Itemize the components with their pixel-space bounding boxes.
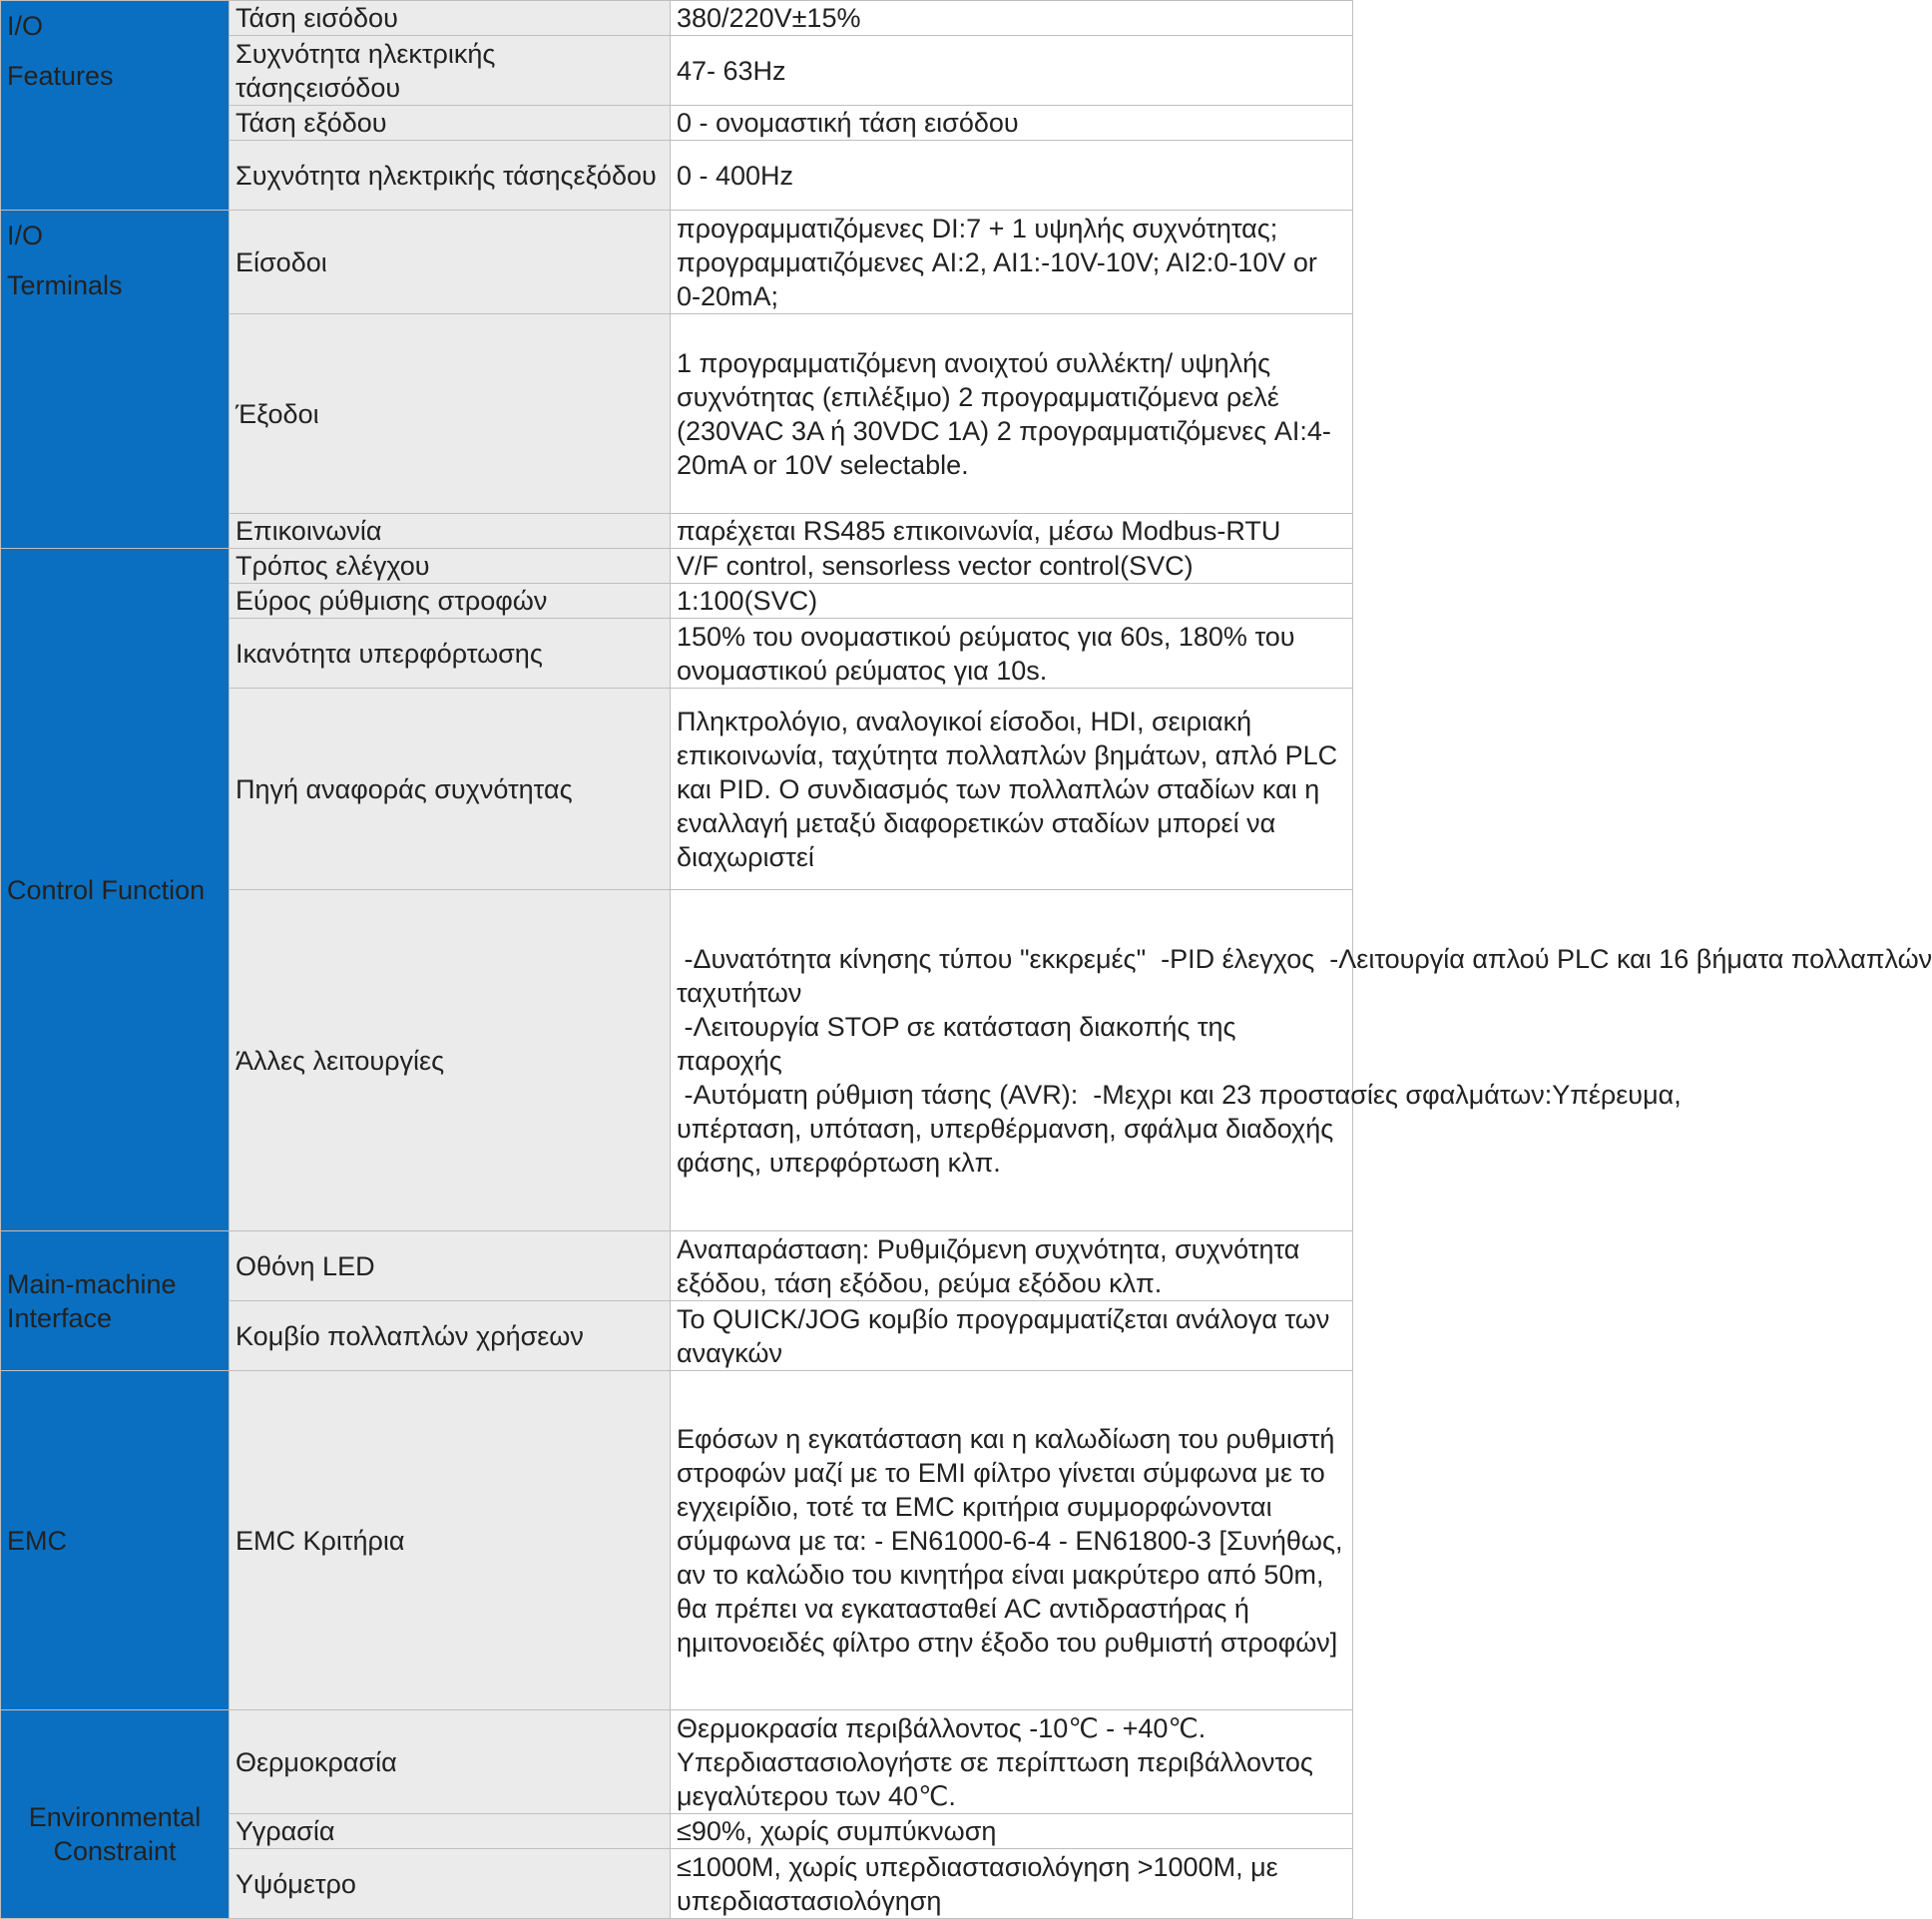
row-label: Επικοινωνία (230, 514, 671, 549)
row-value: 0 - ονομαστική τάση εισόδου (671, 106, 1353, 141)
row-label: Άλλες λειτουργίες (230, 890, 671, 1231)
row-label: Ικανότητα υπερφόρτωσης (230, 619, 671, 689)
row-value: ≤1000M, χωρίς υπερδιαστασιολόγηση >1000M, με υπερδιαστασιολόγηση (671, 1849, 1353, 1919)
row-label: Τρόπος ελέγχου (230, 549, 671, 584)
row-label: Συχνότητα ηλεκτρικής τάσηςεξόδου (230, 141, 671, 211)
row-label: Υψόμετρο (230, 1849, 671, 1919)
table-row (1, 1, 1353, 36)
table-row (1, 1371, 1353, 1710)
row-label: Κομβίο πολλαπλών χρήσεων (230, 1301, 671, 1371)
row-value: Θερμοκρασία περιβάλλοντος -10℃ - +40℃. Υπερδιαστασιολογήστε σε περίπτωση περιβάλλοντος μεγαλύτερου των 40℃. (671, 1710, 1353, 1814)
category-io-features: I/O Features (1, 1, 230, 211)
row-value: 0 - 400Hz (671, 141, 1353, 211)
table-row (1, 211, 1353, 314)
category-io-terminals: I/O Terminals (1, 211, 230, 549)
row-value: -Δυνατότητα κίνησης τύπου "εκκρεμές" -PID έλεγχος -Λειτουργία απλού PLC και 16 βήματα πολλαπλών ταχυτήτων -Λειτουργία STOP σε κατάσταση διακοπής της παροχής -Αυτόματη ρύθμιση τάσης (AVR): -Μεχρι και 23 προστασίες σφαλμάτων:Υπέρευμα, υπέρταση, υπόταση, υπερθέρμανση, σφάλμα διαδοχής φάσης, υπερφόρτωση κλπ. (671, 890, 1353, 1231)
row-value: ≤90%, χωρίς συμπύκνωση (671, 1814, 1353, 1849)
row-value: παρέχεται RS485 επικοινωνία, μέσω Modbus-RTU (671, 514, 1353, 549)
row-value: Το QUICK/JOG κομβίο προγραμματίζεται ανάλογα των αναγκών (671, 1301, 1353, 1371)
row-value: V/F control, sensorless vector control(SVC) (671, 549, 1353, 584)
row-label: Τάση εισόδου (230, 1, 671, 36)
row-label: Θερμοκρασία (230, 1710, 671, 1814)
category-main-machine-interface: Main-machine Interface (1, 1231, 230, 1371)
row-label: EMC Κριτήρια (230, 1371, 671, 1710)
row-label: Είσοδοι (230, 211, 671, 314)
row-label: Συχνότητα ηλεκτρικής τάσηςεισόδου (230, 36, 671, 106)
row-value: Πληκτρολόγιο, αναλογικοί είσοδοι, HDI, σειριακή επικοινωνία, ταχύτητα πολλαπλών βημάτων, απλό PLC και PID. Ο συνδιασμός των πολλαπλών σταδίων και η εναλλαγή μεταξύ διαφορετικών σταδίων μπορεί να διαχωριστεί (671, 689, 1353, 890)
row-label: Τάση εξόδου (230, 106, 671, 141)
row-value: 1 προγραμματιζόμενη ανοιχτού συλλέκτη/ υψηλής συχνότητας (επιλέξιμο) 2 προγραμματιζόμενα ρελέ (230VAC 3A ή 30VDC 1A) 2 προγραμματιζόμενες AI:4-20mA or 10V selectable. (671, 314, 1353, 514)
row-value: Εφόσων η εγκατάσταση και η καλωδίωση του ρυθμιστή στροφών μαζί με το EMI φίλτρο γίνεται σύμφωνα με το εγχειρίδιο, τοτέ τα EMC κριτήρια συμμορφώνονται σύμφωνα με τα: - EN61000-6-4 - EN61800-3 [Συνήθως, αν το καλώδιο του κινητήρα είναι μακρύτερο από 50m, θα πρέπει να εγκατασταθεί AC αντιδραστήρας ή ημιτονοειδές φίλτρο στην έξοδο του ρυθμιστή στροφών] (671, 1371, 1353, 1710)
row-value: 150% του ονομαστικού ρεύματος για 60s, 180% του ονομαστικού ρεύματος για 10s. (671, 619, 1353, 689)
row-label: Πηγή αναφοράς συχνότητας (230, 689, 671, 890)
row-value: 47- 63Hz (671, 36, 1353, 106)
category-emc: EMC (1, 1371, 230, 1710)
row-value: προγραμματιζόμενες DI:7 + 1 υψηλής συχνότητας; προγραμματιζόμενες AI:2, AI1:-10V-10V; AI2:0-10V or 0-20mA; (671, 211, 1353, 314)
row-label: Εύρος ρύθμισης στροφών (230, 584, 671, 619)
row-label: Έξοδοι (230, 314, 671, 514)
row-label: Οθόνη LED (230, 1231, 671, 1301)
category-control-function: Control Function (1, 549, 230, 1231)
table-row (1, 549, 1353, 584)
table-row (1, 1231, 1353, 1301)
category-environmental-constraint: Environmental Constraint (1, 1710, 230, 1919)
table-row (1, 1710, 1353, 1814)
row-value: Αναπαράσταση: Ρυθμιζόμενη συχνότητα, συχνότητα εξόδου, τάση εξόδου, ρεύμα εξόδου κλπ. (671, 1231, 1353, 1301)
row-value: 1:100(SVC) (671, 584, 1353, 619)
row-value: 380/220V±15% (671, 1, 1353, 36)
row-label: Υγρασία (230, 1814, 671, 1849)
